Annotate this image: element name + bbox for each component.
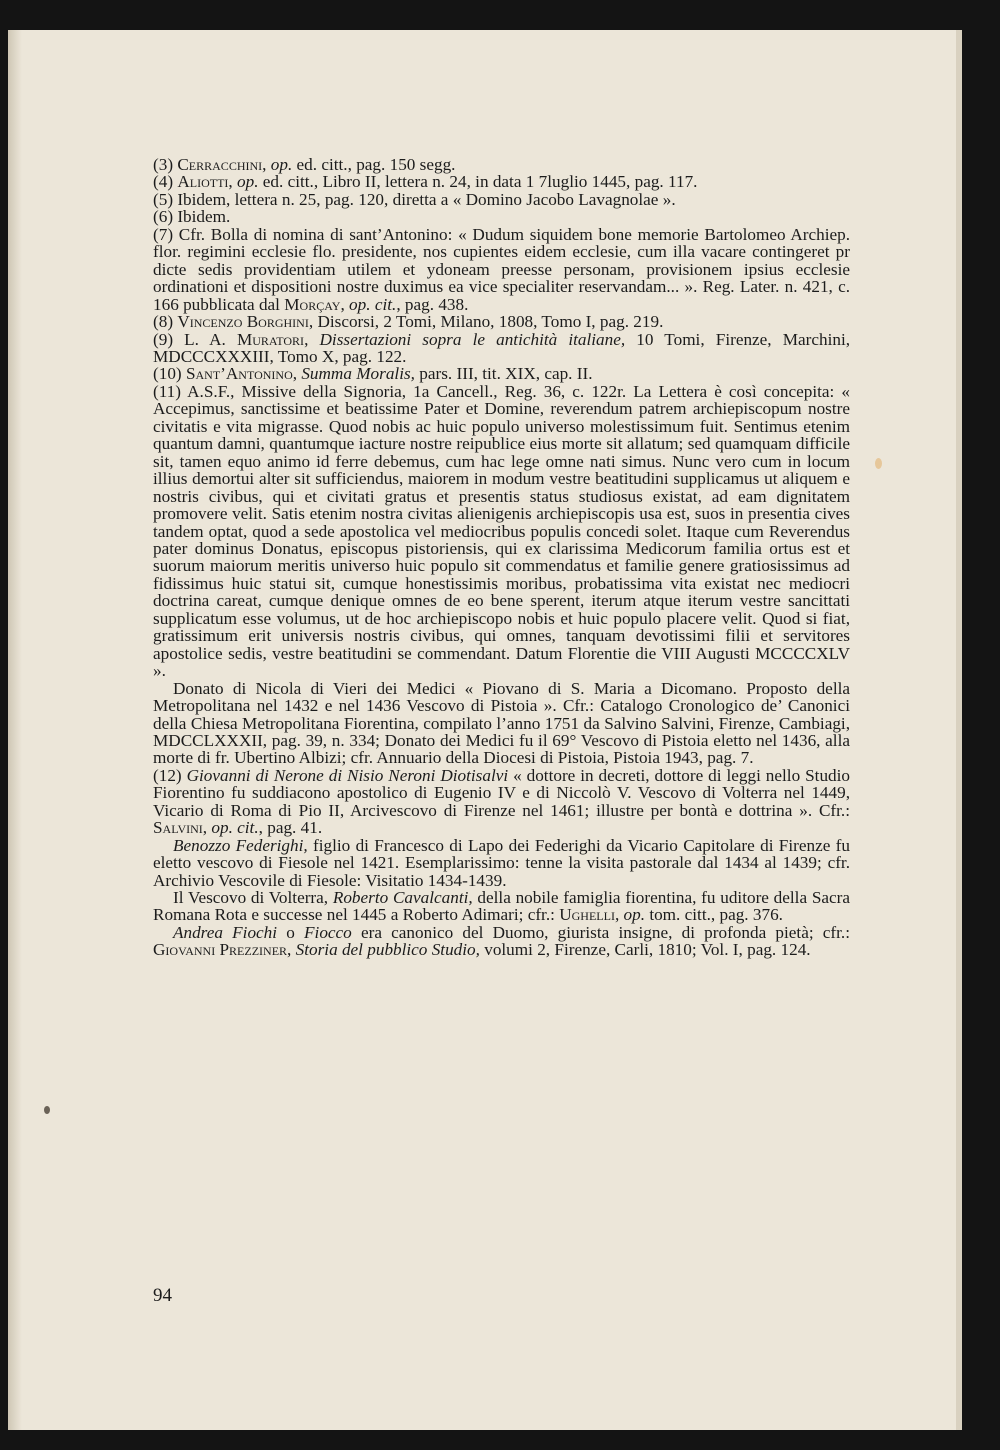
footnote-text: (6) Ibidem.	[153, 207, 231, 227]
footnote-text: figlio di Francesco di Lapo dei Federighi da Vicario Capitolare di Firenze fu eletto vescovo di Fiesole nel 1421. Esemplarissimo: tenne la visita pastorale dal 1434 al 1439; cfr. Archivio Vescovile di Fiesole: Visitatio 1434-1439.	[153, 835, 850, 890]
footnote-text: Ughelli	[559, 905, 615, 925]
footnote-paragraph	[153, 191, 850, 208]
binding-shadow	[8, 30, 22, 1430]
footnote-text: ,	[202, 818, 212, 838]
footnote-text: Roberto Cavalcanti,	[332, 888, 473, 908]
footnote-text: Giovanni Prezziner	[153, 940, 288, 960]
footnote-text: , Discorsi, 2 Tomi, Milano, 1808, Tomo I, pag. 219.	[308, 312, 664, 332]
footnote-text: (5) Ibidem, lettera n. 25, pag. 120, diretta a « Domino Jacobo Lavagnolae ».	[153, 189, 676, 209]
footnote-text: ,	[614, 905, 624, 925]
footnote-text: Aliotti	[177, 172, 229, 192]
footnote-text: ,	[262, 155, 271, 174]
footnote-text: della nobile famiglia fiorentina, fu uditore della Sacra Romana Rota e successe nel 1445 a Roberto Adimari; cfr.:	[153, 888, 850, 925]
footnote-text: (7) Cfr. Bolla di nomina di sant’Antonino: « Dudum siquidem bone memorie Bartolomeo Archiep. flor. regimini ecclesie flo. presidente, nos cupientes eidem ecclesie, cum illa vacare contingeret pr dicte sedis providentiam utilem et ydoneam preesse personam, provisionem ipsius ecclesie ordinationi et dispositioni nostre duximus ea vice specialiter reservandam... ». Reg. Later. n. 421, c. 166 pubblicata dal	[153, 224, 850, 314]
footnote-text: Dissertazioni sopra le antichità italiane,	[319, 329, 626, 349]
page-edge	[956, 30, 962, 1430]
footnote-text: ,	[340, 294, 350, 314]
footnote-text: Cerracchini	[177, 155, 263, 174]
footnote-text: pars. III, tit. XIX, cap. II.	[414, 364, 593, 384]
footnote-text: Muratori	[236, 329, 305, 349]
footnote-text: , pag. 41.	[258, 818, 323, 838]
footnote-text: Morçay	[284, 294, 341, 314]
footnote-text: op. cit.	[349, 294, 397, 314]
footnote-text: era canonico del Duomo, giurista insigne, di profonda pietà; cfr.:	[351, 922, 850, 942]
footnote-text: Vincenzo Borghini	[177, 312, 309, 332]
footnote-text: (9) L. A.	[153, 329, 237, 349]
footnote-text: (11) A.S.F., Missive della Signoria, 1a Cancell., Reg. 36, c. 122r. La Lettera è così concepita: « Accepimus, sanctissime et beatissime Pater et Domine, reverendum patrem archiepiscopum nostre civitatis e vita migrasse. Quod nobis ac huic populo universo molestissimum fuit. Sentimus etenim quantum damni, quantumque iacture nostre reipublice eius morte sit allatum; sed quamquam difficile sit, tamen equo animo id ferre debemus, cum hac lege omne nati simus. Nunc vero cum in locum illius demortui alter sit sufficiendus, maiorem in modum vestre beatitudini supplicamus ut aliquem e nostris civibus, qui et civitati gratus et presentis status studiosus existat, ad eam dignitatem promovere velit. Satis etenim nostra civitas alienigenis archiepiscopis usa est, suos in presentia cives tandem optat, quod a sede apostolica vel mediocribus populis concedi solet. Itaque cum Reverendus pater dominus Donatus, episcopus pistoriensis, qui ex clarissima Medicorum familia ortus est et suorum maiorum meritis universo huic populo sit commendatus et familie genere gratiosissimus ad fidissimus huic statui sit, cumque honestissimis moribus, probatissima vita existat nec mediocri doctrina careat, cumque denique omnes de eo bene sperent, iterum atque iterum vestre sancittati supplicatum esse volumus, ut de hoc archiepiscopo nobis et huic populo placere velit. Quod si fiat, gratissimum erit universis nostris civibus, qui omnes, tanquam devotissimi filii et servitores apostolice sedis, vestre beatitudini se commendant. Datum Florentie die VIII Augusti MCCCCXLV ».	[153, 381, 850, 681]
footnote-paragraph	[153, 889, 850, 924]
footnote-paragraph	[153, 226, 850, 313]
footnote-text: Andrea Fiochi	[173, 922, 278, 942]
footnote-paragraph	[153, 680, 850, 767]
footnote-text: (4)	[153, 172, 178, 192]
footnote-text: ed. citt., pag. 150 segg.	[292, 155, 456, 174]
footnote-paragraph	[153, 767, 850, 837]
footnote-text: ed. citt., Libro II, lettera n. 24, in data 1 7luglio 1445, pag. 117.	[258, 172, 698, 192]
footnotes	[153, 156, 850, 959]
footnote-text: op.	[237, 172, 259, 192]
footnote-text: 10 Tomi, Firenze, Marchini, MDCCCXXXIII, Tomo X, pag. 122.	[153, 329, 851, 366]
footnote-text: ,	[228, 172, 237, 192]
footnote-paragraph	[153, 924, 850, 959]
footnote-text: op.	[270, 155, 293, 174]
footnote-text: volumi 2, Firenze, Carli, 1810; Vol. I, pag. 124.	[479, 940, 811, 960]
footnote-text: « dottore in decreti, dottore di leggi nello Studio Fiorentino fu suddiacono apostolico di Eugenio IV e di Niccolò V. Vescovo di Volterra nel 1449, Vicario di Roma di Pio II, Arcivescovo di Firenze nel 1461; illustre per bontà e dottrina ». Cfr.:	[153, 765, 851, 820]
footnote-text: op. cit.	[211, 818, 259, 838]
footnote-text: Fiocco	[304, 922, 352, 942]
footnote-text: Giovanni di Nerone di Nisio Neroni Diotisalvi	[186, 765, 509, 785]
footnote-paragraph	[153, 383, 850, 680]
footnote-paragraph	[153, 208, 850, 225]
footnote-paragraph	[153, 331, 850, 366]
footnote-text: ,	[292, 364, 302, 384]
footnote-text: o	[277, 922, 305, 942]
footnote-text: , pag. 438.	[396, 294, 469, 314]
footnote-text: tom. citt., pag. 376.	[645, 905, 783, 925]
footnote-paragraph	[153, 156, 850, 173]
footnote-text: ,	[304, 329, 320, 349]
footnote-text: Storia del pubblico Studio,	[295, 940, 480, 960]
footnote-paragraph	[153, 837, 850, 889]
footnote-paragraph	[153, 173, 850, 190]
paper-stain	[875, 458, 882, 469]
footnote-text: (12)	[153, 765, 187, 785]
paper-speck	[44, 1106, 50, 1114]
footnote-text: Donato di Nicola di Vieri dei Medici « Piovano di S. Maria a Dicomano. Proposto della Metropolitana nel 1432 e nel 1436 Vescovo di Pistoia ». Cfr.: Catalogo Cronologico de’ Canonici della Chiesa Metropolitana Fiorentina, compilato l’anno 1751 da Salvino Salvini, Firenze, Cambiagi, MDCCLXXXII, pag. 39, n. 334; Donato dei Medici fu il 69° Vescovo di Pistoia eletto nel 1436, alla morte di fr. Ubertino Albizi; cfr. Annuario della Diocesi di Pistoia, Pistoia 1943, pag. 7.	[153, 678, 850, 768]
footnote-text: (10)	[153, 364, 186, 384]
footnote-text: Salvini	[153, 818, 203, 838]
footnote-text: (8)	[153, 312, 178, 332]
footnote-text: (3)	[153, 155, 178, 174]
footnote-text: Benozzo Federighi,	[173, 835, 308, 855]
footnote-text: op.	[623, 905, 646, 925]
footnote-text: ,	[287, 940, 296, 960]
footnote-paragraph	[153, 365, 850, 382]
footnote-text: Summa Moralis,	[301, 364, 415, 384]
footnote-text: Sant’Antonino	[185, 364, 293, 384]
footnote-paragraph	[153, 313, 850, 330]
page-number: 94	[153, 1285, 172, 1306]
footnote-text: Il Vescovo di Volterra,	[173, 888, 333, 908]
